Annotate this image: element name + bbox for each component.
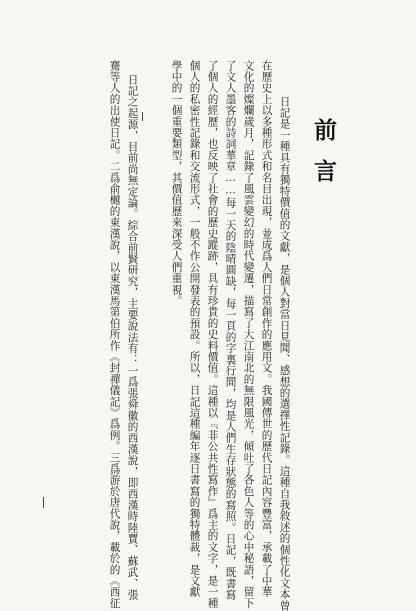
paragraph-1-line-1: 日記是一種具有獨特價值的文獻，是個人對當日見聞、感想的選擇性記錄。這種自我敘述的個性化文本曾 [278, 96, 291, 611]
page-title: 前言 [310, 118, 337, 200]
paragraph-1-line-4: 了文人墨客的詩詞華章……每一天的陰晴圓缺，每一頁的字裏行間，均是人們生存狀態的寫照。日記，既書寫 [224, 60, 237, 601]
paragraph-2-line-1: 日記之起源，目前尚無定論。綜合前賢研究，主要說法有：一爲張舜徽的西漢說，即西漢時陸賈、蘇武、張 [126, 74, 139, 601]
paragraph-1-line-3: 文化的燦爛歲月，記錄了風雲變幻的時代變遷，描寫了大江南北的無限風光，傾吐了各色人等的心中秘語，留下 [242, 60, 255, 609]
paragraph-2-line-2: 騫等人的出使日記。二爲俞樾的東漢說，以東漢馬第伯所作《封禪儀記》爲例。三爲游於唐代說，載於的《西征 [108, 60, 121, 609]
paragraph-1-line-2: 在歷史上以多種形式和名目出現，並成爲人們日常創作的應用文。我國傳世的歷代日記內容豐富，承載了中華 [260, 60, 273, 598]
margin-mark-upper [142, 112, 143, 121]
margin-mark-lower [43, 497, 44, 508]
paragraph-1-line-5: 了個人的經歷，也反映了社會的歷史蹤跡，具有珍貴的史料價值。這種以『非公共性寫作』爲主的文字，是一種 [206, 60, 219, 609]
paragraph-1-line-7: 學中的一個重要類型，其價值歷來深受人們重視。 [170, 60, 183, 307]
paragraph-1-line-6: 個人的私密性記錄和交流形式，一般不作公開發表的預設。所以，日記這種編年逐日書寫的獨特體裁，是文獻 [188, 60, 201, 598]
